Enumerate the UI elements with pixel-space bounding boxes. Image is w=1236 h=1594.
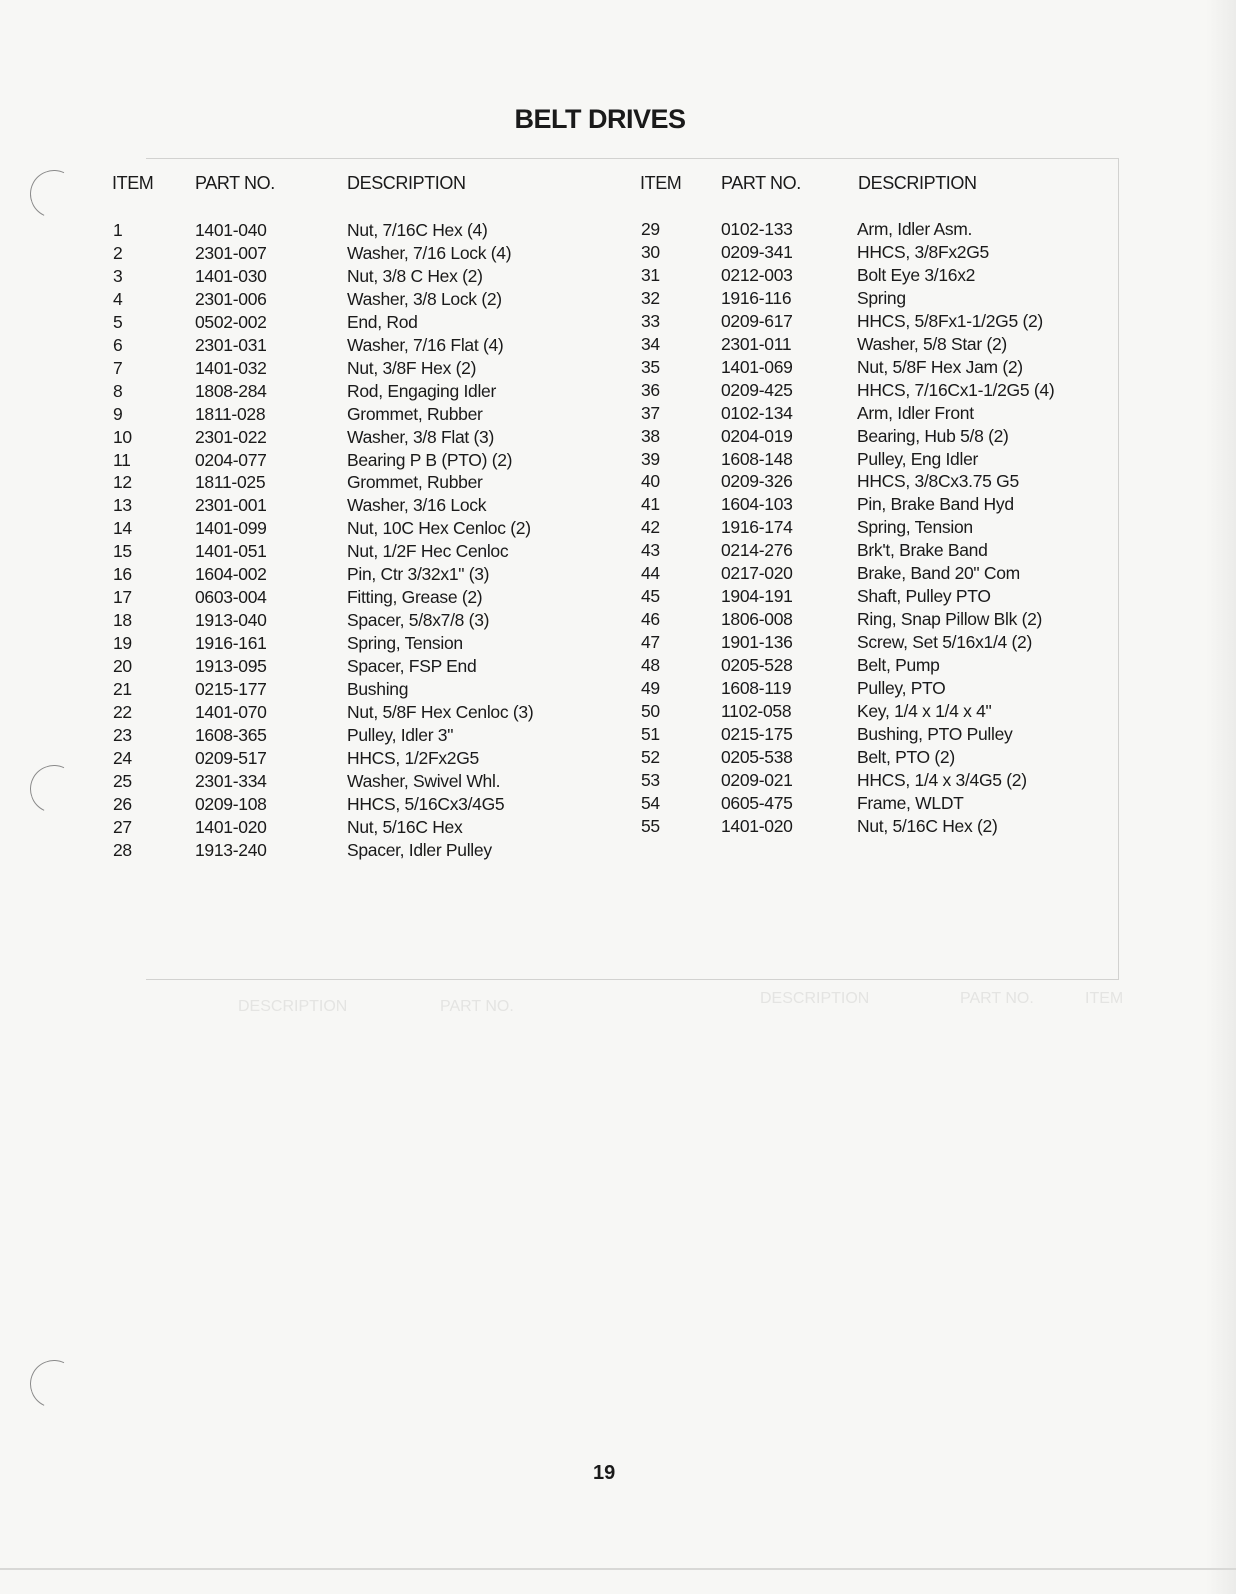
row-part: 1608-148 [721, 448, 793, 469]
row-desc: Pulley, Eng Idler [857, 448, 979, 469]
row-desc: Nut, 5/16C Hex [347, 816, 463, 837]
row-desc: Washer, 5/8 Star (2) [857, 333, 1007, 354]
row-item: 11 [113, 449, 131, 470]
row-desc: Rod, Engaging Idler [347, 380, 496, 401]
row-item: 27 [113, 816, 132, 837]
row-part: 2301-007 [195, 242, 267, 263]
row-part: 1916-116 [721, 287, 792, 308]
row-desc: Key, 1/4 x 1/4 x 4" [857, 700, 992, 721]
row-desc: Nut, 7/16C Hex (4) [347, 220, 488, 240]
row-part: 2301-334 [195, 770, 267, 791]
row-part: 0603-004 [195, 587, 267, 608]
header-item-left: ITEM [112, 173, 154, 193]
row-part: 1401-020 [721, 815, 793, 836]
page-edge-shadow [1206, 0, 1236, 1594]
row-part: 1913-240 [195, 839, 267, 860]
row-desc: Bushing [347, 679, 409, 699]
row-desc: End, Rod [347, 311, 418, 332]
row-desc: HHCS, 1/4 x 3/4G5 (2) [857, 769, 1027, 790]
row-part: 1608-365 [195, 724, 267, 745]
row-item: 50 [641, 700, 660, 721]
row-item: 12 [113, 472, 132, 493]
row-item: 33 [641, 310, 660, 331]
row-part: 1811-025 [195, 472, 266, 493]
row-item: 38 [641, 425, 660, 446]
row-part: 0502-002 [195, 311, 267, 332]
row-desc: Fitting, Grease (2) [347, 587, 483, 608]
page-title: BELT DRIVES [514, 104, 686, 134]
header-part-no-left: PART NO. [195, 173, 275, 193]
row-item: 55 [641, 815, 660, 836]
row-part: 0209-425 [721, 379, 793, 400]
row-item: 19 [113, 633, 132, 654]
row-part: 1608-119 [721, 678, 792, 698]
row-desc: Grommet, Rubber [347, 472, 483, 493]
row-part: 0209-517 [195, 747, 267, 768]
row-desc: Ring, Snap Pillow Blk (2) [857, 609, 1043, 630]
row-item: 53 [641, 769, 660, 790]
row-part: 2301-031 [195, 334, 267, 355]
row-part: 0205-538 [721, 746, 793, 767]
row-item: 28 [113, 839, 132, 860]
row-item: 21 [113, 679, 132, 699]
row-desc: Brake, Band 20" Com [857, 563, 1020, 584]
row-part: 1102-058 [721, 700, 792, 721]
row-part: 0215-175 [721, 723, 793, 744]
header-item-right: ITEM [640, 173, 682, 193]
row-part: 0204-077 [195, 449, 267, 470]
row-part: 2301-001 [195, 495, 267, 516]
row-part: 1904-191 [721, 586, 793, 607]
row-part: 1401-040 [195, 220, 267, 240]
row-part: 1401-070 [195, 701, 267, 722]
row-item: 43 [641, 540, 660, 561]
row-item: 17 [113, 587, 132, 608]
row-desc: Pulley, PTO [857, 678, 946, 698]
row-desc: Bushing, PTO Pulley [857, 723, 1013, 744]
row-desc: Spacer, FSP End [347, 656, 477, 677]
row-item: 2 [113, 242, 123, 263]
row-item: 10 [113, 426, 132, 447]
row-part: 0209-341 [721, 241, 793, 262]
row-desc: Nut, 10C Hex Cenloc (2) [347, 518, 531, 539]
row-part: 0209-108 [195, 793, 267, 814]
row-item: 32 [641, 287, 660, 308]
row-part: 1913-040 [195, 610, 267, 631]
row-desc: Arm, Idler Front [857, 402, 974, 423]
row-item: 31 [641, 264, 660, 285]
row-item: 29 [641, 219, 660, 239]
binder-hole-top [23, 163, 85, 225]
row-desc: Pin, Ctr 3/32x1" (3) [347, 564, 490, 585]
row-item: 46 [641, 609, 660, 630]
row-part: 1604-002 [195, 564, 267, 585]
row-desc: Nut, 5/8F Hex Cenloc (3) [347, 701, 534, 722]
row-part: 0209-326 [721, 471, 793, 492]
row-item: 37 [641, 402, 660, 423]
header-description-left: DESCRIPTION [347, 173, 466, 193]
row-item: 34 [641, 333, 660, 354]
row-desc: Washer, 7/16 Flat (4) [347, 334, 504, 355]
row-part: 1401-032 [195, 357, 267, 378]
row-desc: Pin, Brake Band Hyd [857, 494, 1014, 515]
row-item: 16 [113, 564, 132, 585]
row-item: 24 [113, 747, 132, 768]
row-item: 44 [641, 563, 660, 584]
row-desc: HHCS, 3/8Cx3.75 G5 [857, 471, 1019, 492]
row-part: 1401-030 [195, 265, 267, 286]
row-desc: Spacer, Idler Pulley [347, 839, 492, 860]
row-part: 1916-161 [195, 633, 267, 654]
row-part: 1811-028 [195, 403, 266, 424]
row-desc: Nut, 5/8F Hex Jam (2) [857, 356, 1023, 377]
row-part: 1401-020 [195, 816, 267, 837]
row-part: 0204-019 [721, 425, 793, 446]
row-part: 0205-528 [721, 655, 793, 676]
row-part: 0214-276 [721, 540, 793, 561]
row-item: 30 [641, 241, 660, 262]
row-part: 2301-006 [195, 288, 267, 309]
row-part: 1916-174 [721, 517, 793, 538]
row-item: 1 [113, 220, 123, 240]
row-part: 1913-095 [195, 656, 267, 677]
row-part: 1401-069 [721, 356, 793, 377]
row-item: 20 [113, 656, 132, 677]
row-desc: Nut, 3/8F Hex (2) [347, 357, 477, 378]
page-number: 19 [593, 1462, 616, 1484]
row-item: 26 [113, 793, 132, 814]
row-desc: Bearing, Hub 5/8 (2) [857, 425, 1009, 446]
row-item: 48 [641, 655, 660, 676]
row-desc: Nut, 1/2F Hec Cenloc [347, 541, 509, 562]
row-item: 18 [113, 610, 132, 631]
row-desc: Nut, 3/8 C Hex (2) [347, 265, 483, 286]
row-part: 0209-617 [721, 310, 793, 331]
page-bottom-edge [0, 1568, 1236, 1570]
row-desc: HHCS, 1/2Fx2G5 [347, 747, 479, 768]
row-desc: HHCS, 5/8Fx1-1/2G5 (2) [857, 310, 1043, 331]
row-desc: Frame, WLDT [857, 792, 964, 813]
row-item: 25 [113, 770, 132, 791]
row-part: 0215-177 [195, 679, 267, 699]
row-item: 54 [641, 792, 660, 813]
row-desc: Washer, Swivel Whl. [347, 770, 501, 791]
row-desc: HHCS, 5/16Cx3/4G5 [347, 793, 505, 814]
row-desc: Pulley, Idler 3" [347, 724, 454, 745]
row-part: 0209-021 [721, 769, 793, 790]
row-part: 1901-136 [721, 632, 793, 653]
row-desc: Washer, 3/16 Lock [347, 495, 487, 516]
row-item: 5 [113, 311, 123, 332]
row-desc: Spring [857, 287, 906, 308]
binder-hole-bottom [23, 1353, 85, 1415]
header-description-right: DESCRIPTION [858, 173, 977, 193]
row-item: 51 [641, 723, 660, 744]
row-item: 4 [113, 288, 123, 309]
row-part: 1806-008 [721, 609, 793, 630]
row-item: 23 [113, 724, 132, 745]
row-item: 52 [641, 746, 660, 767]
row-item: 13 [113, 495, 132, 516]
row-desc: Washer, 7/16 Lock (4) [347, 242, 512, 263]
row-desc: HHCS, 3/8Fx2G5 [857, 241, 989, 262]
row-item: 6 [113, 334, 123, 355]
row-desc: Spacer, 5/8x7/8 (3) [347, 610, 490, 631]
row-item: 36 [641, 379, 660, 400]
binder-hole-middle [23, 758, 85, 820]
row-part: 0217-020 [721, 563, 793, 584]
row-part: 1401-051 [195, 541, 267, 562]
row-item: 9 [113, 403, 123, 424]
row-desc: Shaft, Pulley PTO [857, 586, 991, 607]
row-part: 0605-475 [721, 792, 793, 813]
row-item: 7 [113, 357, 123, 378]
row-desc: Spring, Tension [347, 633, 463, 654]
row-desc: Bearing P B (PTO) (2) [347, 449, 513, 470]
row-part: 1808-284 [195, 380, 267, 401]
row-desc: Grommet, Rubber [347, 403, 483, 424]
row-item: 14 [113, 518, 132, 539]
row-desc: Belt, Pump [857, 655, 940, 676]
row-item: 41 [641, 494, 660, 515]
row-desc: Arm, Idler Asm. [857, 219, 973, 239]
row-desc: Brk't, Brake Band [857, 540, 988, 561]
row-desc: Bolt Eye 3/16x2 [857, 264, 976, 285]
row-item: 40 [641, 471, 660, 492]
row-part: 2301-011 [721, 333, 792, 354]
header-part-no-right: PART NO. [721, 173, 801, 193]
row-item: 15 [113, 541, 132, 562]
row-item: 49 [641, 678, 660, 698]
row-item: 22 [113, 701, 132, 722]
row-desc: Nut, 5/16C Hex (2) [857, 815, 998, 836]
row-item: 42 [641, 517, 660, 538]
row-item: 45 [641, 586, 660, 607]
row-part: 0102-133 [721, 219, 793, 239]
row-item: 35 [641, 356, 660, 377]
row-part: 1401-099 [195, 518, 267, 539]
row-part: 0212-003 [721, 264, 793, 285]
row-item: 3 [113, 265, 123, 286]
row-desc: Washer, 3/8 Flat (3) [347, 426, 495, 447]
row-part: 0102-134 [721, 402, 793, 423]
row-item: 8 [113, 380, 123, 401]
row-part: 2301-022 [195, 426, 267, 447]
row-desc: Spring, Tension [857, 517, 973, 538]
row-item: 47 [641, 632, 660, 653]
row-item: 39 [641, 448, 660, 469]
row-desc: Screw, Set 5/16x1/4 (2) [857, 632, 1032, 653]
page: BELT DRIVES ITEM PART NO. DESCRIPTION ITEM PART NO. DESCRIPTION 1 1401-040 Nut, 7/16C Hex (4) 2 2301-007 Washer, 7/16 Lock (4) 3 1401-030 Nut, 3/8 C Hex (2) 4 2301-006 Washer, 3/8 Lock (2) 5 0502-002 End, Rod 6 2301-031 Washer, 7/16 Flat (4) 7 1401-032 Nut, 3/8F Hex (2) 8 1808-284 Rod, Engaging Idler 9 1811-028 Grommet, Rubber 10 2301-022 Washer, 3/8 Flat (3) 11 0204-077 Bearing P B (PTO) (2) 12 1811-025 Grommet, Rubber 13 2301-001 Washer, 3/16 Lock 14 1401-099 Nut, 10C Hex Cenloc (2) 15 1401-051 Nut, 1/2F Hec Cenloc 16 1604-002 Pin, Ctr 3/32x1" (3) 17 0603-004 Fitting, Grease (2) 18 1913-040 Spacer, 5/8x7/8 (3) 19 1916-161 Spring, Tension 20 1913-095 Spacer, FSP End 21 0215-177 Bushing 22 1401-070 Nut, 5/8F Hex Cenloc (3) 23 1608-365 Pulley, Idler 3" 24 0209-517 HHCS, 1/2Fx2G5 25 2301-334 Washer, Swivel Whl. 26 0209-108 HHCS, 5/16Cx3/4G5 27 1401-020 Nut, 5/16C Hex 28 1913-240 Spacer, Idler Pulley 29 0102-133 Arm, Idler Asm. 30 0209-341 HHCS, 3/8Fx2G5 31 0212-003 Bolt Eye 3/16x2 32 1916-116 Spring 33 0209-617 HHCS, 5/8Fx1-1/2G5 (2) 34 2301-011 Washer, 5/8 Star (2) 35 1401-069 Nut, 5/8F Hex Jam (2) 36 0209-425 HHCS, 7/16Cx1-1/2G5 (4) 37 0102-134 Arm, Idler Front 38 0204-019 Bearing, Hub 5/8 (2) 39 1608-148 Pulley, Eng Idler 40 0209-326 HHCS, 3/8Cx3.75 G5 41 1604-103 Pin, Brake Band Hyd 42 1916-174 Spring, Tension 43 0214-276 Brk't, Brake Band 44 0217-020 Brake, Band 20" Com 45 1904-191 Shaft, Pulley PTO 46 1806-008 Ring, Snap Pillow Blk (2) 47 1901-136 Screw, Set 5/16x1/4 (2) 48 0205-528 Belt, Pump 49 1608-119 Pulley, PTO 50 1102-058 Key, 1/4 x 1/4 x 4" 51 0215-175 Bushing, PTO Pulley 52 0205-538 Belt, PTO (2) 53 0209-021 HHCS, 1/4 x 3/4G5 (2) 54 0605-475 Frame, WLDT 55 1401-020 Nut, 5/16C Hex (2) DESCRIPTION PART NO. DESCRIPTION PART NO. ITEM 19 [0, 0, 1236, 1594]
row-desc: Washer, 3/8 Lock (2) [347, 288, 502, 309]
row-desc: HHCS, 7/16Cx1-1/2G5 (4) [857, 379, 1055, 400]
row-desc: Belt, PTO (2) [857, 746, 955, 767]
row-part: 1604-103 [721, 494, 793, 515]
